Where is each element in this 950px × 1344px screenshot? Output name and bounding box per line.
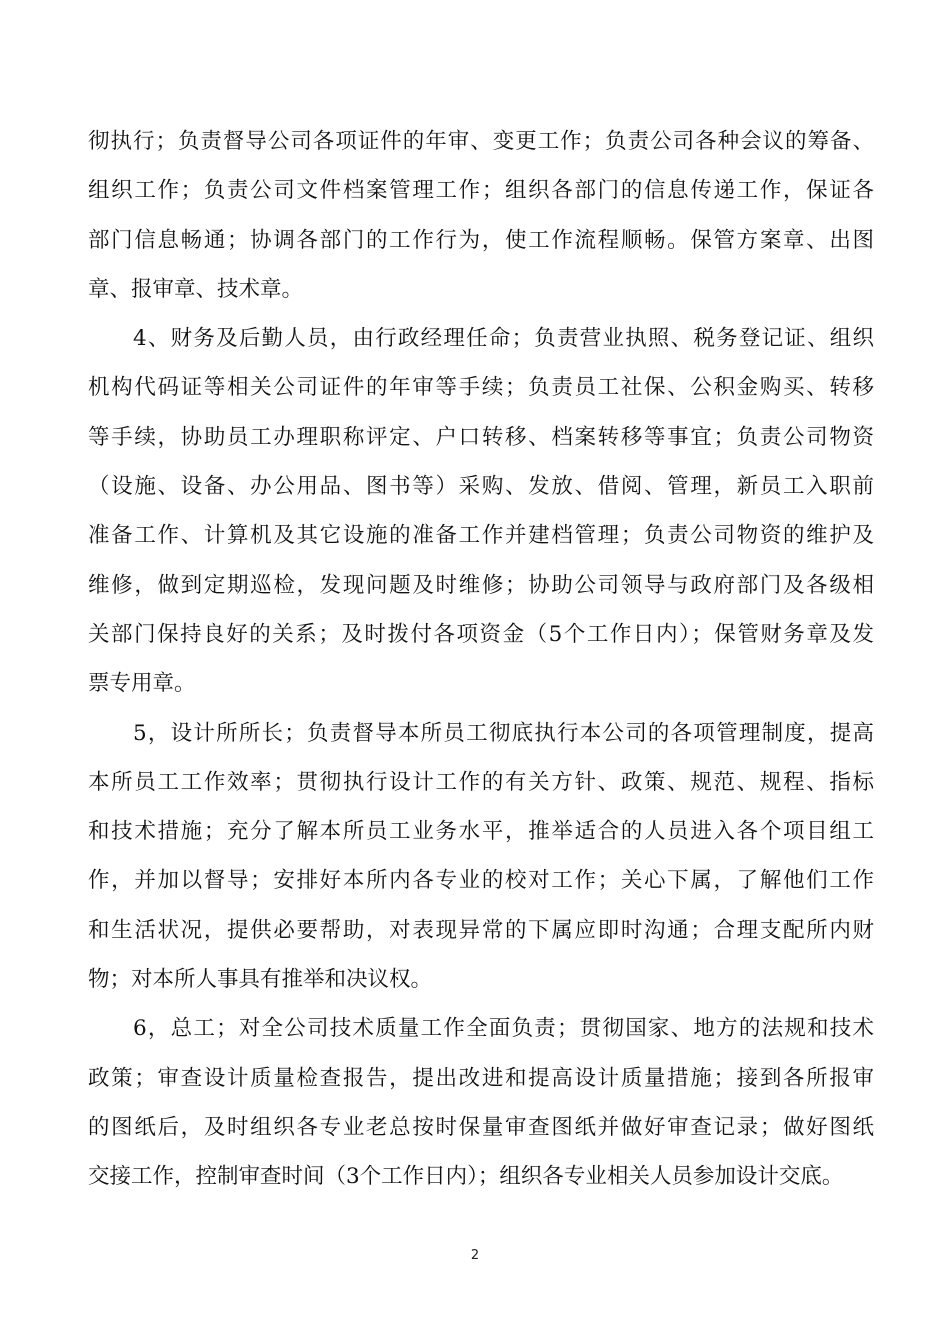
- text-line: 本所员工工作效率；贯彻执行设计工作的有关方针、政策、规范、规程、指标: [88, 769, 874, 795]
- body-text: [88, 117, 874, 1202]
- page-number: 2: [470, 1248, 480, 1263]
- text-line: 关部门保持良好的关系；及时拨付各项资金（5个工作日内）；保管财务章及发: [88, 621, 874, 647]
- text-line: 和技术措施；充分了解本所员工业务水平，推举适合的人员进入各个项目组工: [88, 819, 874, 845]
- text-line: 物；对本所人事具有推举和决议权。: [88, 967, 433, 993]
- paragraph-continuation: [88, 117, 874, 314]
- text-line: 票专用章。: [88, 671, 196, 697]
- text-line: （设施、设备、办公用品、图书等）采购、发放、借阅、管理，新员工入职前: [88, 474, 874, 500]
- paragraph-item-4: [88, 314, 874, 708]
- text-line: 和生活状况，提供必要帮助，对表现异常的下属应即时沟通；合理支配所内财: [88, 917, 874, 943]
- text-line: 章、报审章、技术章。: [88, 276, 304, 302]
- text-line: 4、财务及后勤人员，由行政经理任命；负责营业执照、税务登记证、组织: [133, 326, 874, 352]
- text-line: 交接工作，控制审查时间（3个工作日内）；组织各专业相关人员参加设计交底。: [88, 1164, 844, 1190]
- text-line: 6，总工；对全公司技术质量工作全面负责；贯彻国家、地方的法规和技术: [133, 1016, 874, 1042]
- text-line: 准备工作、计算机及其它设施的准备工作并建档管理；负责公司物资的维护及: [88, 523, 874, 549]
- text-line: 机构代码证等相关公司证件的年审等手续；负责员工社保、公积金购买、转移: [88, 375, 874, 401]
- text-line: 维修，做到定期巡检，发现问题及时维修；协助公司领导与政府部门及各级相: [88, 572, 874, 598]
- text-line: 彻执行；负责督导公司各项证件的年审、变更工作；负责公司各种会议的筹备、: [88, 129, 874, 154]
- text-line: 的图纸后，及时组织各专业老总按时保量审查图纸并做好审查记录；做好图纸: [88, 1114, 874, 1140]
- paragraph-item-6: [88, 1004, 874, 1201]
- text-line: 部门信息畅通；协调各部门的工作行为，使工作流程顺畅。保管方案章、出图: [88, 227, 874, 253]
- text-line: 政策；审查设计质量检查报告，提出改进和提高设计质量措施；接到各所报审: [88, 1065, 874, 1091]
- text-line: 5，设计所所长；负责督导本所员工彻底执行本公司的各项管理制度，提高: [133, 720, 874, 746]
- text-line: 作，并加以督导；安排好本所内各专业的校对工作；关心下属，了解他们工作: [88, 868, 874, 894]
- text-line: 等手续，协助员工办理职称评定、户口转移、档案转移等事宜；负责公司物资: [88, 424, 874, 450]
- text-line: 组织工作；负责公司文件档案管理工作；组织各部门的信息传递工作，保证各: [88, 178, 874, 204]
- paragraph-item-5: [88, 709, 874, 1005]
